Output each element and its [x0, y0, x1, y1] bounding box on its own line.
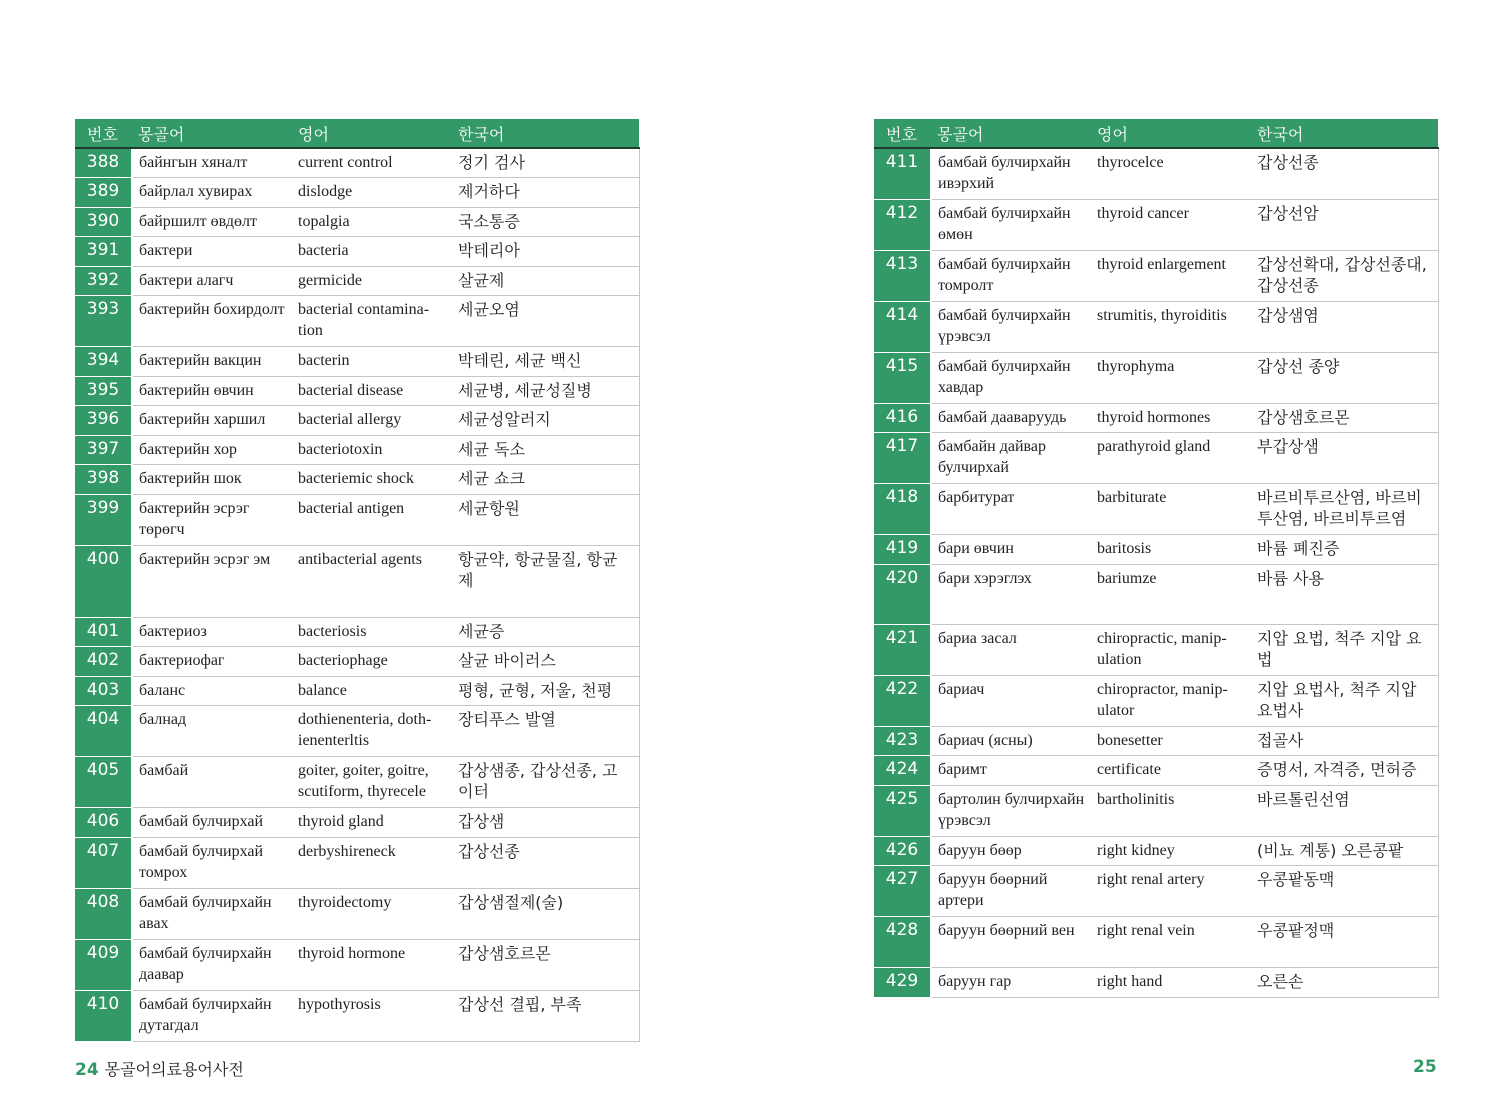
mongolian-term: бактери алагч	[132, 266, 292, 296]
korean-term: 정기 검사	[452, 148, 639, 178]
table-row	[75, 888, 639, 939]
entry-number: 403	[75, 676, 132, 706]
korean-term: 갑상선 종양	[1251, 352, 1438, 403]
table-row	[874, 726, 1438, 756]
entry-number: 410	[75, 990, 132, 1041]
entry-number: 406	[75, 808, 132, 838]
english-term: bacteriophage	[292, 647, 452, 677]
entry-number: 392	[75, 266, 132, 296]
header-korean: 한국어	[1251, 119, 1438, 148]
mongolian-term: бамбай булчирхайн ивэрхий	[931, 148, 1091, 199]
korean-term: 세균성알러지	[452, 406, 639, 436]
table-row	[75, 494, 639, 545]
mongolian-term: бактерийн эсрэг төрөгч	[132, 494, 292, 545]
korean-term: 갑상샘종, 갑상선종, 고이터	[452, 757, 639, 808]
entry-number: 400	[75, 545, 132, 617]
table-row	[75, 939, 639, 990]
entry-number: 414	[874, 301, 931, 352]
table-row	[75, 207, 639, 237]
korean-term: 갑상샘절제(술)	[452, 888, 639, 939]
english-term: thyroid hormone	[292, 939, 452, 990]
english-term: bacterial allergy	[292, 406, 452, 436]
table-row	[874, 836, 1438, 866]
english-term: thyroid gland	[292, 808, 452, 838]
table-row	[75, 148, 639, 178]
entry-number: 428	[874, 917, 931, 968]
english-term: current control	[292, 148, 452, 178]
english-term: thyroid cancer	[1091, 199, 1251, 250]
entry-number: 396	[75, 406, 132, 436]
english-term: goiter, goiter, goitre, scutiform, thyrecele	[292, 757, 452, 808]
english-term: strumitis, thyroiditis	[1091, 301, 1251, 352]
english-term: thyrophyma	[1091, 352, 1251, 403]
entry-number: 411	[874, 148, 931, 199]
korean-term: 세균병, 세균성질병	[452, 376, 639, 406]
korean-term: 세균항원	[452, 494, 639, 545]
mongolian-term: бактери	[132, 237, 292, 267]
table-row	[874, 968, 1438, 998]
table-row	[874, 484, 1438, 535]
entry-number: 413	[874, 250, 931, 301]
english-term: topalgia	[292, 207, 452, 237]
entry-number: 397	[75, 435, 132, 465]
english-term: right renal artery	[1091, 866, 1251, 917]
mongolian-term: бариач (ясны)	[931, 726, 1091, 756]
english-term: thyroid enlargement	[1091, 250, 1251, 301]
mongolian-term: баруун гар	[931, 968, 1091, 998]
mongolian-term: бамбай булчирхайн дутагдал	[132, 990, 292, 1041]
page-number-left: 24	[75, 1060, 99, 1080]
korean-term: 접골사	[1251, 726, 1438, 756]
korean-term: 갑상선종	[452, 837, 639, 888]
mongolian-term: баруун бөөр	[931, 836, 1091, 866]
korean-term: 우콩팥정맥	[1251, 917, 1438, 968]
english-term: bariumze	[1091, 564, 1251, 624]
entry-number: 429	[874, 968, 931, 998]
english-term: antibacterial agents	[292, 545, 452, 617]
entry-number: 409	[75, 939, 132, 990]
korean-term: 세균오염	[452, 296, 639, 347]
korean-term: 갑상선종	[1251, 148, 1438, 199]
english-term: dislodge	[292, 178, 452, 208]
korean-term: 세균 독소	[452, 435, 639, 465]
term-table-right	[874, 119, 1439, 998]
entry-number: 398	[75, 465, 132, 495]
entry-number: 426	[874, 836, 931, 866]
entry-number: 390	[75, 207, 132, 237]
korean-term: 평형, 균형, 저울, 천평	[452, 676, 639, 706]
mongolian-term: байршилт өвдөлт	[132, 207, 292, 237]
mongolian-term: бактерийн вакцин	[132, 347, 292, 377]
english-term: bacterial contamination	[292, 296, 452, 347]
english-term: parathyroid gland	[1091, 433, 1251, 484]
mongolian-term: бактерийн бохирдолт	[132, 296, 292, 347]
mongolian-term: бактерийн өвчин	[132, 376, 292, 406]
mongolian-term: бактерийн эсрэг эм	[132, 545, 292, 617]
entry-number: 419	[874, 535, 931, 565]
korean-term: 바륨 폐진증	[1251, 535, 1438, 565]
mongolian-term: бамбай булчирхай томрох	[132, 837, 292, 888]
korean-term: 바륨 사용	[1251, 564, 1438, 624]
korean-term: 오른손	[1251, 968, 1438, 998]
entry-number: 404	[75, 706, 132, 757]
header-mongolian: 몽골어	[931, 119, 1091, 148]
korean-term: 바르비투르산염, 바르비투산염, 바르비투르염	[1251, 484, 1438, 535]
mongolian-term: байрлал хувирах	[132, 178, 292, 208]
korean-term: 갑상선암	[1251, 199, 1438, 250]
table-row	[874, 352, 1438, 403]
entry-number: 425	[874, 785, 931, 836]
header-number: 번호	[874, 119, 931, 148]
entry-number: 427	[874, 866, 931, 917]
header-english: 영어	[292, 119, 452, 148]
english-term: right hand	[1091, 968, 1251, 998]
table-row	[75, 435, 639, 465]
table-row	[874, 756, 1438, 786]
header-english: 영어	[1091, 119, 1251, 148]
footer-right	[1413, 1057, 1437, 1077]
mongolian-term: байнгын хяналт	[132, 148, 292, 178]
mongolian-term: бактерийн харшил	[132, 406, 292, 436]
entry-number: 417	[874, 433, 931, 484]
entry-number: 399	[75, 494, 132, 545]
table-row	[75, 617, 639, 647]
entry-number: 416	[874, 403, 931, 433]
table-row	[874, 917, 1438, 968]
table-row	[75, 465, 639, 495]
entry-number: 420	[874, 564, 931, 624]
mongolian-term: барбитурат	[931, 484, 1091, 535]
header-korean: 한국어	[452, 119, 639, 148]
table-row	[75, 808, 639, 838]
entry-number: 391	[75, 237, 132, 267]
entry-number: 407	[75, 837, 132, 888]
entry-number: 421	[874, 624, 931, 675]
english-term: baritosis	[1091, 535, 1251, 565]
entry-number: 418	[874, 484, 931, 535]
table-row	[874, 301, 1438, 352]
english-term: bacteria	[292, 237, 452, 267]
mongolian-term: баруун бөөрний артери	[931, 866, 1091, 917]
table-row	[75, 837, 639, 888]
table-row	[874, 624, 1438, 675]
english-term: chiropractor, manipulator	[1091, 675, 1251, 726]
entry-number: 388	[75, 148, 132, 178]
korean-term: 갑상샘염	[1251, 301, 1438, 352]
english-term: right renal vein	[1091, 917, 1251, 968]
entry-number: 401	[75, 617, 132, 647]
english-term: germicide	[292, 266, 452, 296]
mongolian-term: бари хэрэглэх	[931, 564, 1091, 624]
korean-term: (비뇨 계통) 오른콩팥	[1251, 836, 1438, 866]
korean-term: 세균 쇼크	[452, 465, 639, 495]
table-header-row	[874, 119, 1438, 148]
english-term: thyrocelce	[1091, 148, 1251, 199]
table-row	[75, 237, 639, 267]
mongolian-term: бамбай	[132, 757, 292, 808]
right-page	[874, 119, 1438, 998]
korean-term: 우콩팥동맥	[1251, 866, 1438, 917]
table-row	[75, 178, 639, 208]
table-row	[874, 675, 1438, 726]
english-term: thyroidectomy	[292, 888, 452, 939]
table-row	[874, 433, 1438, 484]
korean-term: 갑상샘호르몬	[452, 939, 639, 990]
table-row	[874, 564, 1438, 624]
entry-number: 423	[874, 726, 931, 756]
table-row	[874, 250, 1438, 301]
mongolian-term: бактериоз	[132, 617, 292, 647]
entry-number: 389	[75, 178, 132, 208]
korean-term: 살균 바이러스	[452, 647, 639, 677]
korean-term: 부갑상샘	[1251, 433, 1438, 484]
english-term: right kidney	[1091, 836, 1251, 866]
korean-term: 바르톨린선염	[1251, 785, 1438, 836]
table-row	[75, 347, 639, 377]
english-term: bacterial antigen	[292, 494, 452, 545]
entry-number: 393	[75, 296, 132, 347]
mongolian-term: бамбай булчирхайн даавар	[132, 939, 292, 990]
english-term: thyroid hormones	[1091, 403, 1251, 433]
korean-term: 제거하다	[452, 178, 639, 208]
english-term: balance	[292, 676, 452, 706]
korean-term: 갑상샘호르몬	[1251, 403, 1438, 433]
header-mongolian: 몽골어	[132, 119, 292, 148]
mongolian-term: бартолин булчирхайн үрэвсэл	[931, 785, 1091, 836]
korean-term: 국소통증	[452, 207, 639, 237]
page-number-right: 25	[1413, 1057, 1437, 1077]
left-page	[75, 119, 639, 1042]
korean-term: 박테린, 세균 백신	[452, 347, 639, 377]
korean-term: 지압 요법, 척주 지압 요법	[1251, 624, 1438, 675]
mongolian-term: бамбайн дайвар булчирхай	[931, 433, 1091, 484]
mongolian-term: бамбай булчирхай	[132, 808, 292, 838]
mongolian-term: баримт	[931, 756, 1091, 786]
mongolian-term: бамбай даавaруудь	[931, 403, 1091, 433]
table-row	[75, 406, 639, 436]
table-row	[75, 296, 639, 347]
english-term: bacterial disease	[292, 376, 452, 406]
table-row	[75, 990, 639, 1041]
entry-number: 424	[874, 756, 931, 786]
korean-term: 갑상선확대, 갑상선종대, 갑상선종	[1251, 250, 1438, 301]
entry-number: 408	[75, 888, 132, 939]
korean-term: 지압 요법사, 척주 지압요법사	[1251, 675, 1438, 726]
table-row	[874, 403, 1438, 433]
header-number: 번호	[75, 119, 132, 148]
entry-number: 415	[874, 352, 931, 403]
entry-number: 412	[874, 199, 931, 250]
mongolian-term: бариа засал	[931, 624, 1091, 675]
entry-number: 402	[75, 647, 132, 677]
english-term: bacteriotoxin	[292, 435, 452, 465]
mongolian-term: бактериофаг	[132, 647, 292, 677]
korean-term: 갑상선 결핍, 부족	[452, 990, 639, 1041]
mongolian-term: бамбай булчирхайн томролт	[931, 250, 1091, 301]
table-row	[75, 647, 639, 677]
english-term: barbiturate	[1091, 484, 1251, 535]
term-table-left	[75, 119, 640, 1042]
korean-term: 항균약, 항균물질, 항균제	[452, 545, 639, 617]
table-row	[75, 376, 639, 406]
english-term: bacterin	[292, 347, 452, 377]
entry-number: 422	[874, 675, 931, 726]
footer-left	[75, 1057, 244, 1080]
english-term: bacteriosis	[292, 617, 452, 647]
mongolian-term: бамбай булчирхайн үрэвсэл	[931, 301, 1091, 352]
english-term: bartholinitis	[1091, 785, 1251, 836]
mongolian-term: баланс	[132, 676, 292, 706]
table-header-row	[75, 119, 639, 148]
english-term: bonesetter	[1091, 726, 1251, 756]
table-row	[874, 535, 1438, 565]
english-term: hypothyrosis	[292, 990, 452, 1041]
table-row	[75, 676, 639, 706]
mongolian-term: бактерийн шок	[132, 465, 292, 495]
table-row	[874, 199, 1438, 250]
mongolian-term: бамбай булчирхайн хавдар	[931, 352, 1091, 403]
mongolian-term: бариач	[931, 675, 1091, 726]
korean-term: 살균제	[452, 266, 639, 296]
table-row	[874, 785, 1438, 836]
entry-number: 395	[75, 376, 132, 406]
book-title: 몽골어의료용어사전	[104, 1060, 244, 1079]
mongolian-term: бари өвчин	[931, 535, 1091, 565]
mongolian-term: бактерийн хор	[132, 435, 292, 465]
mongolian-term: балнад	[132, 706, 292, 757]
korean-term: 증명서, 자격증, 면허증	[1251, 756, 1438, 786]
korean-term: 갑상샘	[452, 808, 639, 838]
entry-number: 405	[75, 757, 132, 808]
korean-term: 장티푸스 발열	[452, 706, 639, 757]
mongolian-term: баруун бөөрний вен	[931, 917, 1091, 968]
korean-term: 박테리아	[452, 237, 639, 267]
table-row	[874, 148, 1438, 199]
table-row	[75, 545, 639, 617]
korean-term: 세균증	[452, 617, 639, 647]
english-term: chiropractic, manipulation	[1091, 624, 1251, 675]
entry-number: 394	[75, 347, 132, 377]
mongolian-term: бамбай булчирхайн өмөн	[931, 199, 1091, 250]
english-term: derbyshireneck	[292, 837, 452, 888]
mongolian-term: бамбай булчирхайн авах	[132, 888, 292, 939]
table-row	[75, 757, 639, 808]
table-row	[75, 706, 639, 757]
table-row	[874, 866, 1438, 917]
table-row	[75, 266, 639, 296]
english-term: bacteriemic shock	[292, 465, 452, 495]
english-term: dothienenteria, dothienenterltis	[292, 706, 452, 757]
english-term: certificate	[1091, 756, 1251, 786]
